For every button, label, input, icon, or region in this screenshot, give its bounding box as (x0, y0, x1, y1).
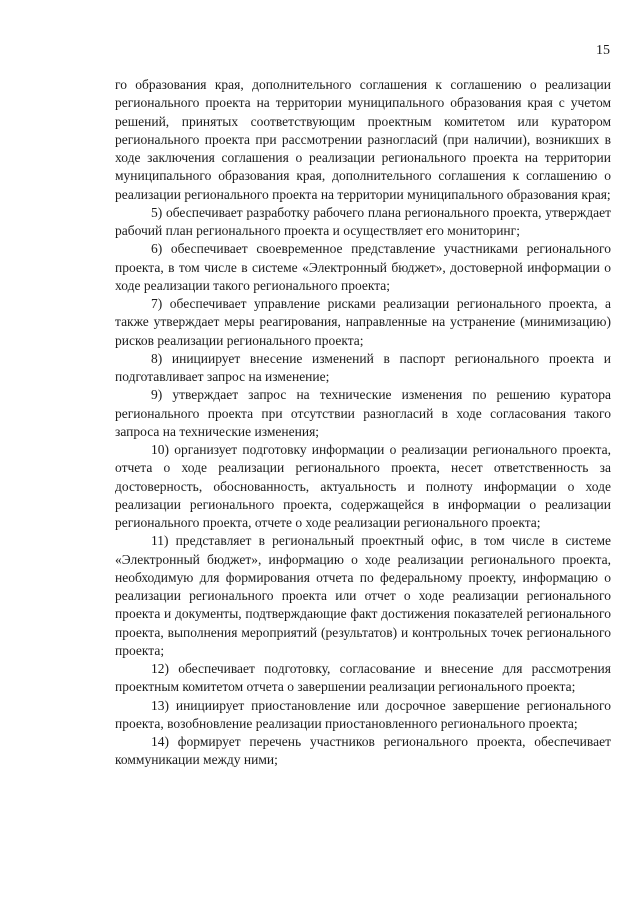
paragraph-item-9: 9) утверждает запрос на технические изменения по решению куратора регионального проекта при отсутствии разногласий в ходе согласования такого запроса на технические изменения; (115, 387, 611, 439)
paragraph-item-7: 7) обеспечивает управление рисками реализации регионального проекта, а также утверждает меры реагирования, направленные на устранение (минимизацию) рисков реализации регионального проекта; (115, 296, 611, 348)
document-body (115, 76, 611, 770)
paragraph-continuation: го образования края, дополнительного соглашения к соглашению о реализации регионального проекта на территории муниципального образования края с учетом решений, принятых соответствующим проектным комитетом или куратором регионального проекта при рассмотрении разногласий (при наличии), возникших в ходе заключения соглашения о реализации регионального проекта на территории муниципального образования края, дополнительного соглашения к соглашению о реализации регионального проекта на территории муниципального образования края; (115, 77, 611, 202)
paragraph-item-14: 14) формирует перечень участников регионального проекта, обеспечивает коммуникации между ними; (115, 734, 611, 768)
paragraph-item-11: 11) представляет в региональный проектный офис, в том числе в системе «Электронный бюджет», информацию о ходе реализации регионального проекта, необходимую для формирования отчета по федеральному проекту, информацию о реализации регионального проекта или отчет о ходе реализации регионального проекта и документы, подтверждающие факт достижения показателей регионального проекта, выполнения мероприятий (результатов) и контрольных точек регионального проекта; (115, 533, 611, 658)
paragraph-item-6: 6) обеспечивает своевременное представление участниками регионального проекта, в том числе в системе «Электронный бюджет», достоверной информации о ходе реализации такого регионального проекта; (115, 241, 611, 293)
paragraph-item-10: 10) организует подготовку информации о реализации регионального проекта, отчета о ходе реализации регионального проекта, несет ответственность за достоверность, обоснованность, актуальность и полноту информации о ходе реализации регионального проекта, содержащейся в информации о реализации регионального проекта, отчете о ходе реализации регионального проекта; (115, 442, 611, 530)
page-number: 15 (596, 43, 610, 58)
paragraph-item-12: 12) обеспечивает подготовку, согласование и внесение для рассмотрения проектным комитетом отчета о завершении реализации регионального проекта; (115, 661, 611, 695)
paragraph-item-8: 8) инициирует внесение изменений в паспорт регионального проекта и подготавливает запрос на изменение; (115, 350, 611, 384)
paragraph-item-13: 13) инициирует приостановление или досрочное завершение регионального проекта, возобновление реализации приостановленного регионального проекта; (115, 697, 611, 731)
paragraph-item-5: 5) обеспечивает разработку рабочего плана регионального проекта, утверждает рабочий план регионального проекта и осуществляет его мониторинг; (115, 204, 611, 238)
